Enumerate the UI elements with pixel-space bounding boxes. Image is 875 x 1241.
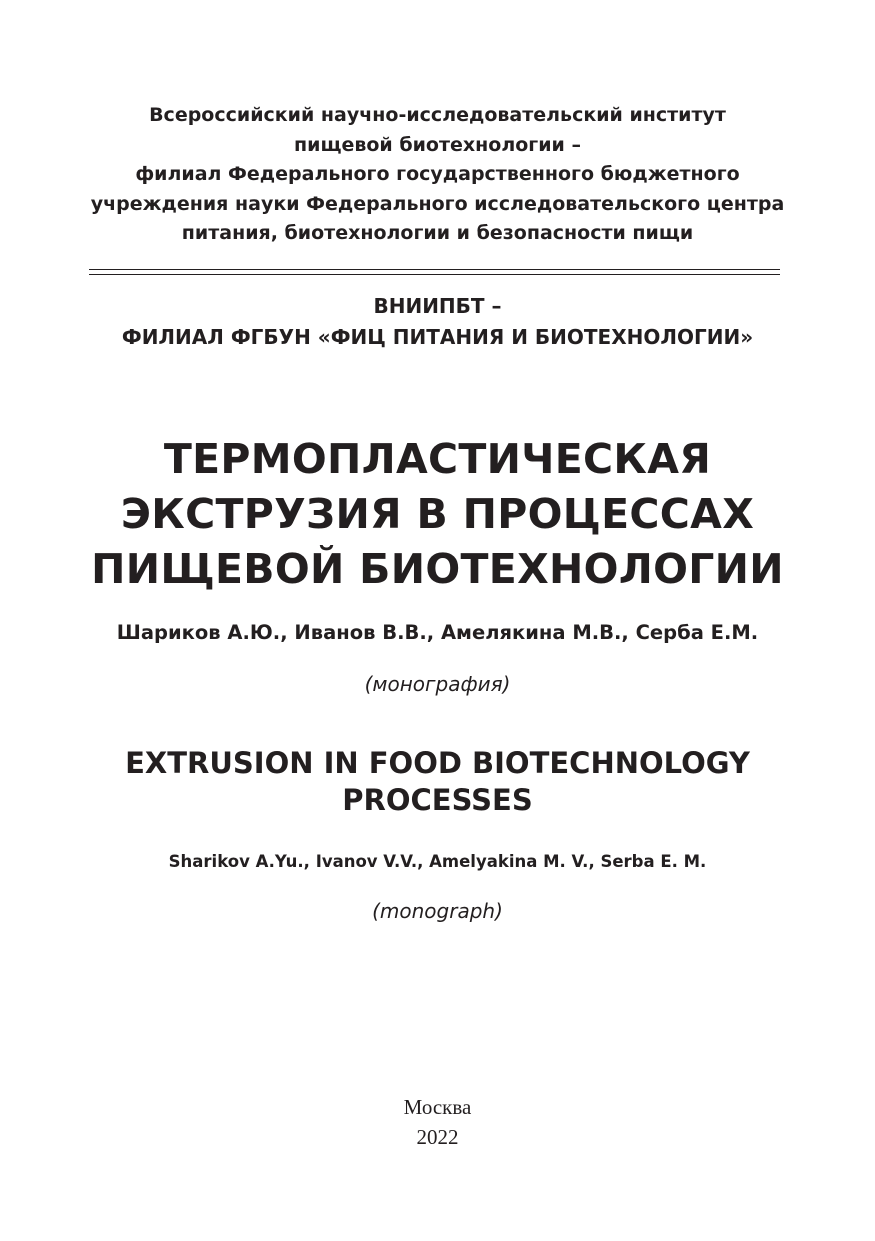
title-en-line: PROCESSES <box>342 783 533 817</box>
imprint-city: Москва <box>403 1095 472 1119</box>
institute-line: учреждения науки Федерального исследовательского центра <box>90 192 785 215</box>
genre-ru: (монография) <box>364 672 511 696</box>
institute-line: филиал Федерального государственного бюджетного <box>135 163 740 185</box>
book-title-ru <box>0 432 875 597</box>
divider-line-bottom <box>89 274 780 275</box>
abbreviation-line: ВНИИПБТ – <box>373 294 502 318</box>
authors-en: Sharikov A.Yu., Ivanov V.V., Amelyakina M. V., Serba E. M. <box>168 852 707 871</box>
institute-line: пищевой биотехнологии – <box>294 133 581 156</box>
authors-ru: Шариков А.Ю., Иванов В.В., Амелякина М.В., Серба Е.М. <box>116 621 759 644</box>
abbreviation-line: ФИЛИАЛ ФГБУН «ФИЦ ПИТАНИЯ И БИОТЕХНОЛОГИИ» <box>121 325 754 349</box>
imprint-year: 2022 <box>416 1125 459 1149</box>
genre-en: (monograph) <box>372 899 503 923</box>
title-ru-line: ПИЩЕВОЙ БИОТЕХНОЛОГИИ <box>91 545 784 593</box>
book-title-en <box>0 745 875 819</box>
institute-line: Всероссийский научно-исследовательский институт <box>149 104 726 126</box>
institute-abbreviation <box>0 291 875 353</box>
title-en-line: EXTRUSION IN FOOD BIOTECHNOLOGY <box>125 746 750 780</box>
institute-name <box>0 101 875 249</box>
institute-line: питания, биотехнологии и безопасности пищи <box>181 222 694 244</box>
title-ru-line: ТЕРМОПЛАСТИЧЕСКАЯ <box>163 435 712 483</box>
divider-line-top <box>89 269 780 270</box>
title-ru-line: ЭКСТРУЗИЯ В ПРОЦЕССАХ <box>120 490 755 538</box>
